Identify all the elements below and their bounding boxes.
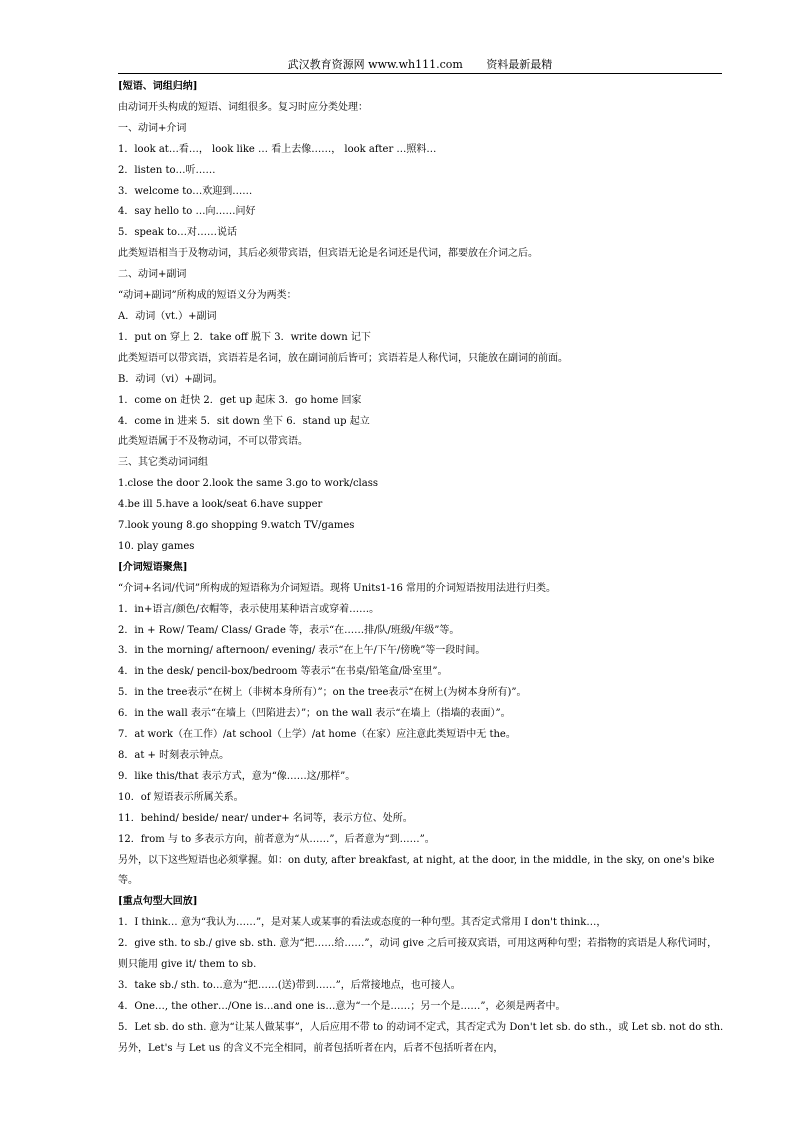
list-item: 9．like this/that 表示方式，意为“像……这/那样”。 bbox=[118, 770, 356, 782]
list-item: 4．say hello to …向……问好 bbox=[118, 206, 256, 218]
list-item: 1．look at…看…， look like … 看上去像……， look after …照料… bbox=[118, 143, 437, 155]
subheading: 一、动词+介词 bbox=[118, 122, 187, 134]
list-item: 1．in+语言/颜色/衣帽等，表示使用某种语言或穿着……。 bbox=[118, 603, 380, 615]
section-heading: [介词短语聚焦] bbox=[118, 561, 188, 573]
list-item: 5．Let sb. do sth. 意为“让某人做某事”，人后应用不带 to 的动词不定式，其否定式为 Don't let sb. do sth.，或 Let sb. not do sth. 另外，Let's 与 Let us 的含义不完全相同，前者包括听者在内，后者不包括听者在内， bbox=[118, 1021, 724, 1054]
subheading: 二、动词+副词 bbox=[118, 269, 187, 281]
list-item: 10．of 短语表示所属关系。 bbox=[118, 791, 244, 803]
list-item: 2．give sth. to sb./ give sb. sth. 意为“把……给……”，动词 give 之后可接双宾语，可用这两种句型；若指物的宾语是人称代词时，则只能用 give it/ them to sb. bbox=[118, 938, 718, 971]
text-line: 此类短语可以带宾语，宾语若是名词，放在副词前后皆可；宾语若是人称代词，只能放在副词的前面。 bbox=[118, 352, 568, 364]
list-item: 2．in + Row/ Team/ Class/ Grade 等，表示“在……排/队/班级/年级”等。 bbox=[118, 624, 460, 636]
subheading: A．动词（vt.）+副词 bbox=[118, 310, 217, 322]
list-item: 3．take sb./ sth. to…意为“把……(送)带到……”，后常接地点，也可接人。 bbox=[118, 979, 461, 991]
section-heading: [短语、词组归纳] bbox=[118, 81, 198, 92]
header-slogan: 资料最新最精 bbox=[486, 58, 553, 71]
list-item: 3．in the morning/ afternoon/ evening/ 表示“在上午/下午/傍晚”等一段时间。 bbox=[118, 645, 486, 657]
section-heading: [重点句型大回放] bbox=[118, 896, 198, 908]
text-line: 此类短语相当于及物动词，其后必须带宾语，但宾语无论是名词还是代词，都要放在介词之后。 bbox=[118, 248, 538, 260]
list-item: 5．speak to…对……说话 bbox=[118, 227, 238, 239]
text-line: “动词+副词”所构成的短语义分为两类： bbox=[118, 290, 297, 302]
list-item: 10. play games bbox=[118, 540, 195, 552]
list-item: 1．I think… 意为“我认为……”，是对某人或某事的看法或态度的一种句型。其否定式常用 I don't think…， bbox=[118, 917, 607, 929]
list-item: 1．put on 穿上 2．take off 脱下 3．write down 记下 bbox=[118, 331, 371, 343]
list-item: 8．at + 时刻表示钟点。 bbox=[118, 750, 230, 761]
list-item: 1．come on 赶快 2．get up 起床 3．go home 回家 bbox=[118, 394, 362, 406]
document-body bbox=[118, 77, 724, 1060]
subheading: 三、其它类动词词组 bbox=[118, 457, 208, 469]
list-item: 7.look young 8.go shopping 9.watch TV/games bbox=[118, 520, 355, 532]
text-line: “介词+名词/代词”所构成的短语称为介词短语。现将 Units1-16 常用的介词短语按用法进行归类。 bbox=[118, 582, 557, 594]
subheading: B．动词（vi）+副词。 bbox=[118, 373, 223, 385]
list-item: 1.close the door 2.look the same 3.go to work/class bbox=[118, 478, 378, 490]
list-item: 5．in the tree表示“在树上（非树本身所有）”；on the tree表示“在树上(为树本身所有)”。 bbox=[118, 687, 527, 699]
list-item: 3．welcome to…欢迎到…… bbox=[118, 185, 253, 197]
page-header bbox=[118, 57, 722, 74]
list-item: 2．listen to…听…… bbox=[118, 164, 216, 176]
list-item: 6．in the wall 表示“在墙上（凹陷进去）”；on the wall 表示“在墙上（指墙的表面）”。 bbox=[118, 708, 511, 720]
list-item: 4．One…, the other…/One is…and one is…意为“一个是……；另一个是……”，必须是两者中。 bbox=[118, 1000, 566, 1012]
list-item: 11．behind/ beside/ near/ under+ 名词等，表示方位、处所。 bbox=[118, 812, 413, 824]
list-item: 4.be ill 5.have a look/seat 6.have supper bbox=[118, 499, 323, 511]
list-item: 4．in the desk/ pencil-box/bedroom 等表示“在书桌/铅笔盒/卧室里”。 bbox=[118, 666, 448, 678]
text-line: 由动词开头构成的短语、词组很多。复习时应分类处理： bbox=[118, 101, 368, 113]
header-site: 武汉教育资源网 www.wh111.com bbox=[287, 58, 463, 71]
list-item: 7．at work（在工作）/at school（上学）/at home（在家）应注意此类短语中无 the。 bbox=[118, 729, 516, 741]
text-line: 此类短语属于不及物动词，不可以带宾语。 bbox=[118, 436, 308, 448]
list-item: 4．come in 进来 5．sit down 坐下 6．stand up 起立 bbox=[118, 415, 370, 427]
text-line: 另外，以下这些短语也必须掌握。如：on duty, after breakfast, at night, at the door, in the middle, in the sky, on one's bike 等。 bbox=[118, 854, 715, 887]
list-item: 12．from 与 to 多表示方向，前者意为“从……”，后者意为“到……”。 bbox=[118, 833, 435, 845]
